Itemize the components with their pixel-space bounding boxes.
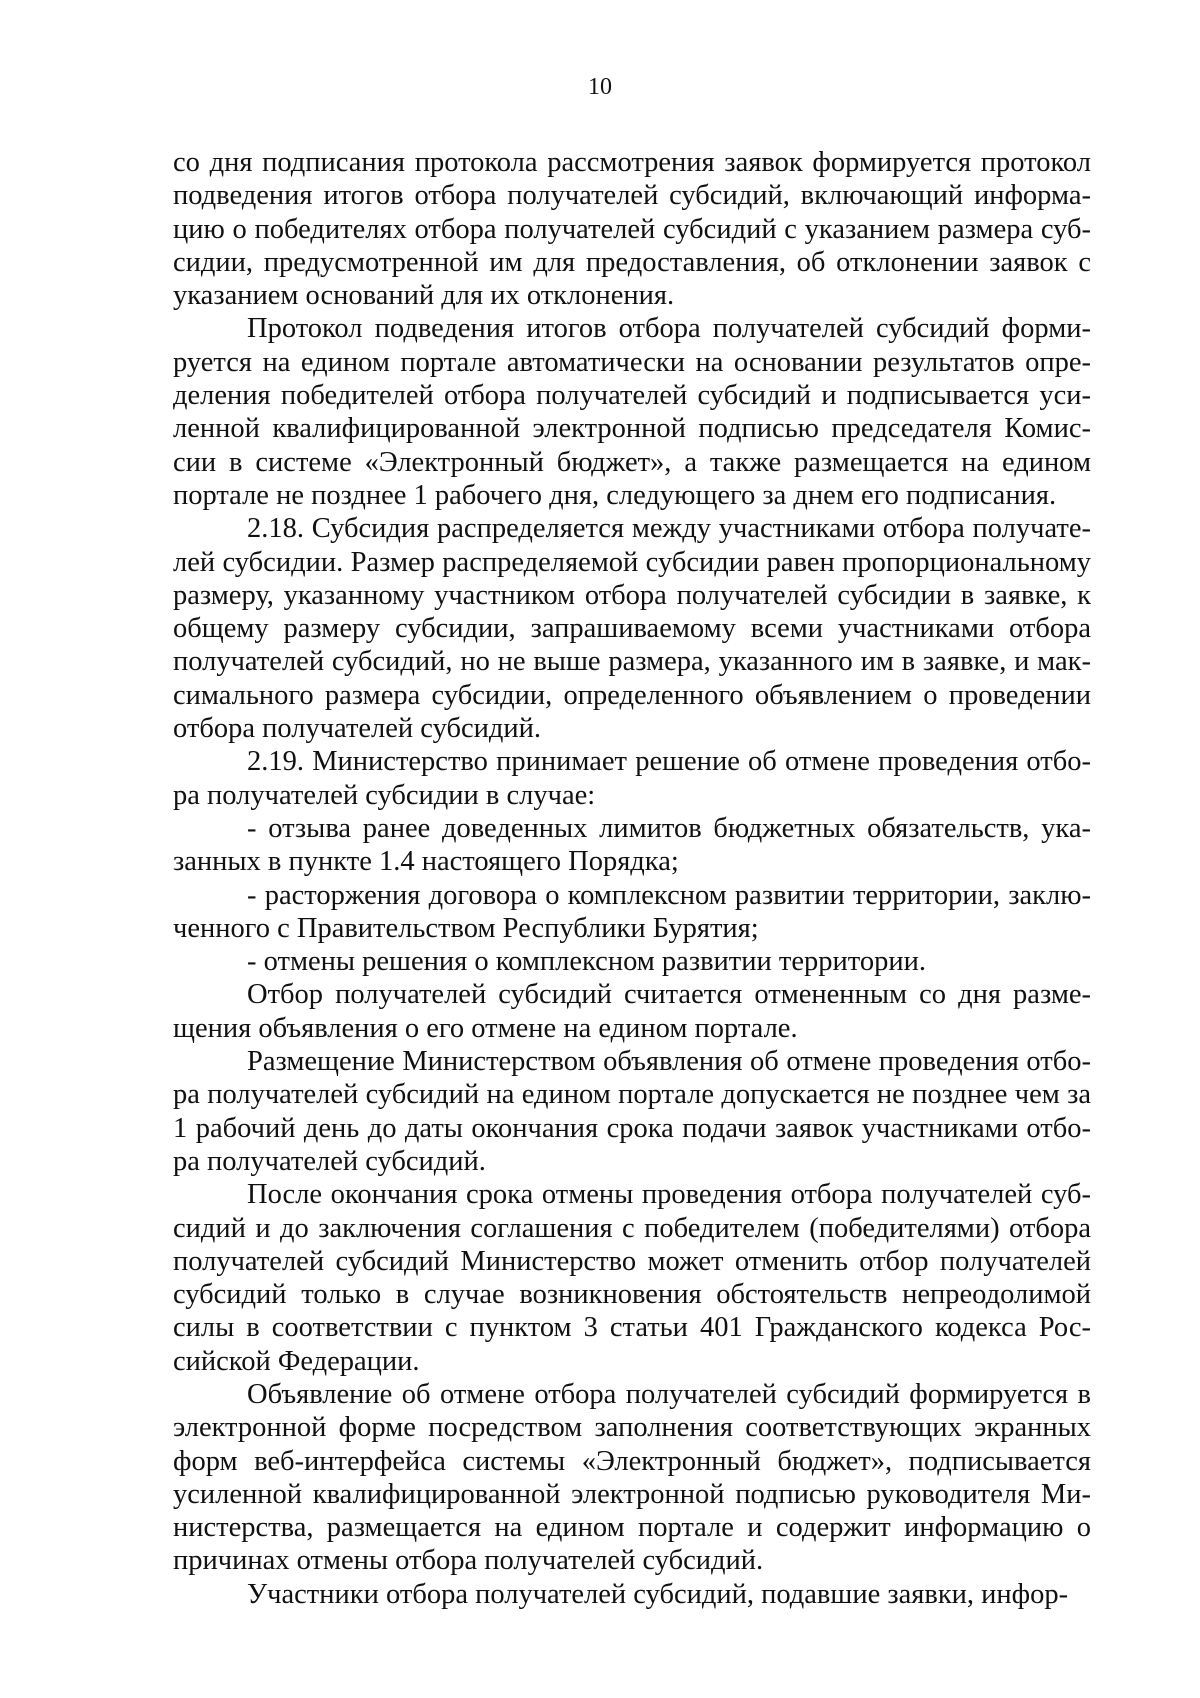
paragraph-cancellation-deadline: Размещение Министерством объявления об отмене проведения отбора получателей субсидий на едином портале допускается не позднее чем за 1 рабочий день до даты окончания срока подачи заявок участниками отбора получателей субсидий. xyxy=(173,1046,1091,1177)
paragraph-2-19: 2.19. Министерство принимает решение об отмене проведения отбора получателей субсидии в случае: xyxy=(173,746,1091,811)
list-item-decision-cancellation: - отмены решения о комплексном развитии территории. xyxy=(247,946,926,978)
list-item-contract-termination: - расторжения договора о комплексном развитии территории, заключенного с Правительством Республики Бурятия; xyxy=(173,879,1091,944)
paragraph-protocol-formation: Протокол подведения итогов отбора получателей субсидий формируется на едином портале автоматически на основании результатов определения победителей отбора получателей субсидий и подписывается усиленной квалифицированной электронной подписью председателя Комиссии в системе «Электронный бюджет», а также размещается на едином портале не позднее 1 рабочего дня, следующего за днем его подписания. xyxy=(173,313,1091,511)
paragraph-participants: Участники отбора получателей субсидий, подавшие заявки, инфор- xyxy=(247,1578,1069,1610)
paragraph-protocol-summary: со дня подписания протокола рассмотрения заявок формируется протокол подведения итогов отбора получателей субсидий, включающий информацию о победителях отбора получателей субсидий с указанием размера субсидии, предусмотренной им для предоставления, об отклонении заявок с указанием оснований для их отклонения. xyxy=(173,147,1091,312)
paragraph-force-majeure: После окончания срока отмены проведения отбора получателей субсидий и до заключения соглашения с победителем (победителями) отбора получателей субсидий Министерство может отменить отбор получателей субсидий только в случае возникновения обстоятельств непреодолимой силы в соответствии с пунктом 3 статьи 401 Гражданского кодекса Российской Федерации. xyxy=(173,1179,1091,1377)
list-item-limits-withdrawal: - отзыва ранее доведенных лимитов бюджетных обязательств, указанных в пункте 1.4 настоящего Порядка; xyxy=(173,812,1091,878)
paragraph-2-18: 2.18. Субсидия распределяется между участниками отбора получателей субсидии. Размер распределяемой субсидии равен пропорциональному размеру, указанному участником отбора получателей субсидии в заявке, к общему размеру субсидии, запрашиваемому всеми участниками отбора получателей субсидий, но не выше размера, указанного им в заявке, и максимального размера субсидии, определенного объявлением о проведении отбора получателей субсидий. xyxy=(173,513,1091,745)
page-number: 10 xyxy=(588,74,612,100)
paragraph-cancellation-notice: Объявление об отмене отбора получателей субсидий формируется в электронной форме посредством заполнения соответствующих экранных форм веб-интерфейса системы «Электронный бюджет», подписывается усиленной квалифицированной электронной подписью руководителя Министерства, размещается на едином портале и содержит информацию о причинах отмены отбора получателей субсидий. xyxy=(173,1378,1091,1577)
paragraph-selection-cancelled: Отбор получателей субсидий считается отмененным со дня размещения объявления о его отмене на едином портале. xyxy=(173,979,1091,1044)
document-body xyxy=(173,146,1091,1611)
